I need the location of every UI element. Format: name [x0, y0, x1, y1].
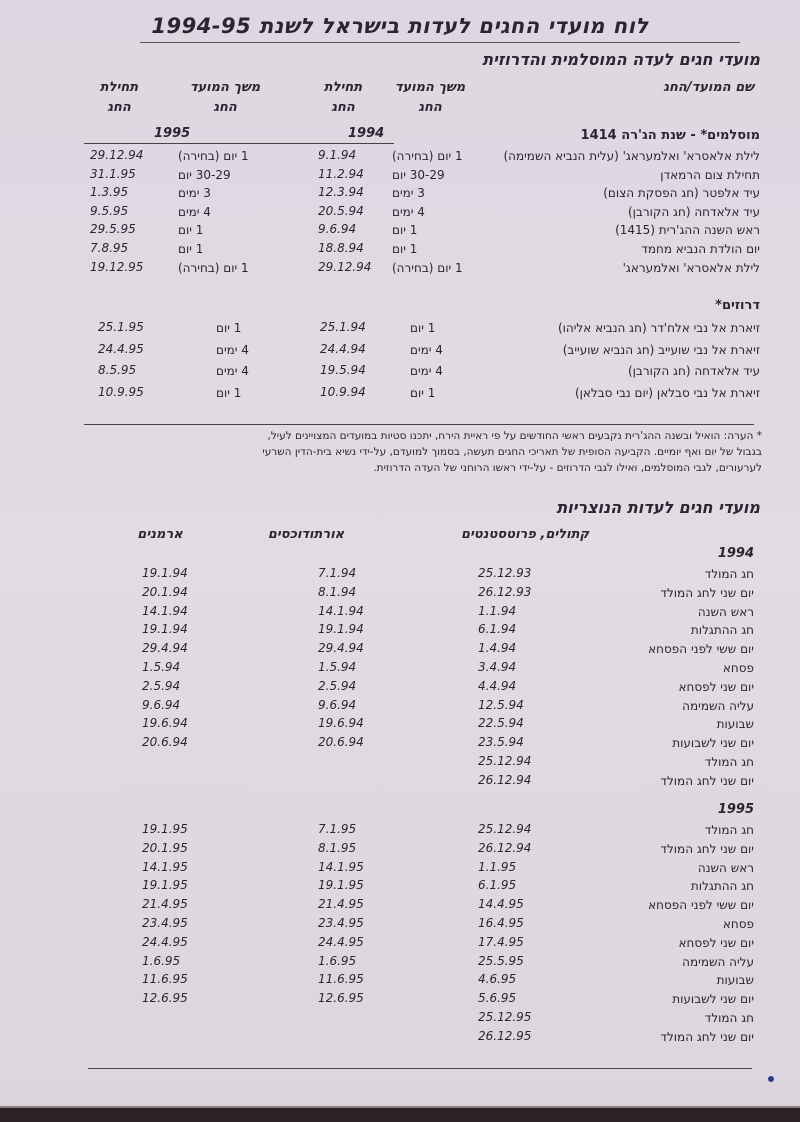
druze-holiday-name: זיארת אל נבי סבלאן (יום נבי סבלאן)	[574, 386, 760, 400]
armenian-date: 11.6.95	[142, 972, 188, 986]
muslim-duration-1994: 30-29 יום	[392, 168, 445, 182]
muslim-start-1994: 9.6.94	[318, 222, 357, 236]
orthodox-date: 1.5.94	[318, 660, 357, 674]
christian-holiday-name: יום שני לפסחא	[678, 936, 754, 950]
armenian-date: 14.1.94	[142, 604, 188, 618]
orthodox-date: 20.6.94	[318, 735, 364, 749]
orthodox-date: 8.1.95	[318, 841, 357, 855]
orthodox-date: 7.1.94	[318, 566, 357, 580]
druze-duration-1995: 1 יום	[216, 321, 242, 335]
armenian-date: 29.4.94	[142, 641, 188, 655]
col-header-start-1994-l2: החג	[331, 100, 355, 115]
muslim-holiday-name: לילת אלאסרא' ואלמעראג'	[622, 261, 760, 275]
muslim-start-1995: 29.5.95	[90, 222, 136, 236]
christian-holiday-name: יום שני לחג המולד	[660, 1030, 754, 1044]
muslim-duration-1994: 1 יום	[392, 242, 418, 256]
druze-duration-1995: 1 יום	[216, 386, 242, 400]
catholic-date: 1.1.95	[478, 860, 517, 874]
druze-holiday-name: זיארת אל נבי אלח'דר (חג הנביא אליהו)	[557, 321, 760, 335]
footnote-line: * הערה: הואיל ובשנה ההג'רית נקבעים ראשי החודשים על פי ראיית הירח, יתכנו סטיות במועדים המצויינים לעיל,	[267, 430, 762, 442]
orthodox-date: 1.6.95	[318, 954, 357, 968]
armenian-date: 20.1.94	[142, 585, 188, 599]
ink-dot	[768, 1076, 774, 1082]
muslim-duration-1994: 1 יום	[392, 223, 418, 237]
muslim-duration-1994: 1 יום (בחירה)	[392, 149, 463, 163]
muslim-duration-1994: 1 יום (בחירה)	[392, 261, 463, 275]
druze-start-1994: 10.9.94	[320, 385, 366, 399]
druze-duration-1995: 4 ימים	[216, 364, 249, 378]
muslim-duration-1995: 1 יום (בחירה)	[178, 149, 249, 163]
armenian-date: 19.6.94	[142, 716, 188, 730]
orthodox-date: 11.6.95	[318, 972, 364, 986]
col-header-armenian: ארמנים	[137, 527, 183, 542]
druze-duration-1994: 4 ימים	[410, 343, 443, 357]
armenian-date: 1.6.95	[142, 954, 181, 968]
catholic-date: 25.12.93	[478, 566, 532, 580]
christian-holiday-name: יום שני לחג המולד	[660, 586, 754, 600]
col-header-duration-1995	[180, 78, 270, 118]
catholic-date: 4.6.95	[478, 972, 517, 986]
orthodox-date: 14.1.95	[318, 860, 364, 874]
orthodox-date: 12.6.95	[318, 991, 364, 1005]
muslim-start-1995: 7.8.95	[90, 241, 129, 255]
orthodox-date: 21.4.95	[318, 897, 364, 911]
col-header-duration-1994-l1: משך המועד	[394, 80, 466, 95]
druze-duration-1994: 1 יום	[410, 321, 436, 335]
muslim-holiday-name: ראש השנה ההג'רית (1415)	[615, 223, 760, 237]
christian-holiday-name: חג המולד	[704, 823, 754, 837]
page-title: לוח מועדי החגים לעדות בישראל לשנת 1994-95	[151, 14, 649, 38]
christian-year-label: 1995	[717, 802, 754, 817]
armenian-date: 19.1.95	[142, 878, 188, 892]
armenian-date: 2.5.94	[142, 679, 181, 693]
christian-holiday-name: חג המולד	[704, 755, 754, 769]
armenian-date: 1.5.94	[142, 660, 181, 674]
orthodox-date: 19.6.94	[318, 716, 364, 730]
muslim-holiday-name: לילת אלאסרא' ואלמעראג' (עלית הנביא השמימה)	[503, 149, 760, 163]
catholic-date: 14.4.95	[478, 897, 524, 911]
catholic-date: 5.6.95	[478, 991, 517, 1005]
muslim-duration-1995: 1 יום	[178, 223, 204, 237]
orthodox-date: 19.1.95	[318, 878, 364, 892]
druze-start-1994: 25.1.94	[320, 320, 366, 334]
catholic-date: 23.5.94	[478, 735, 524, 749]
orthodox-date: 19.1.94	[318, 622, 364, 636]
orthodox-date: 9.6.94	[318, 698, 357, 712]
christian-holiday-name: חג ההתגלות	[690, 879, 754, 893]
col-header-start-1995	[84, 78, 154, 118]
druze-start-1995: 10.9.95	[98, 385, 144, 399]
year-label-1994: 1994	[348, 126, 385, 141]
catholic-date: 26.12.94	[478, 841, 532, 855]
note-divider	[84, 424, 754, 425]
muslim-start-1995: 19.12.95	[90, 260, 144, 274]
col-header-start-1995-l1: תחילת	[99, 80, 139, 95]
armenian-date: 12.6.95	[142, 991, 188, 1005]
col-header-start-1994-l1: תחילת	[323, 80, 363, 95]
catholic-date: 1.4.94	[478, 641, 517, 655]
christian-holiday-name: יום שני לשבועות	[672, 992, 754, 1006]
christian-holiday-name: ראש השנה	[697, 605, 754, 619]
col-header-duration-1994-l2: החג	[418, 100, 442, 115]
col-header-duration-1995-l1: משך המועד	[189, 80, 261, 95]
armenian-date: 20.6.94	[142, 735, 188, 749]
muslim-duration-1995: 4 ימים	[178, 205, 211, 219]
christian-year-label: 1994	[717, 546, 754, 561]
muslim-holiday-name: עיד אלפטר (חג הפסקת הצום)	[603, 186, 760, 200]
catholic-date: 22.5.94	[478, 716, 524, 730]
catholic-date: 25.5.95	[478, 954, 524, 968]
year-rule	[84, 143, 394, 144]
druze-holiday-name: זיארת אל נבי שועייב (חג הנביא שועייב)	[562, 343, 760, 357]
orthodox-date: 7.1.95	[318, 822, 357, 836]
armenian-date: 9.6.94	[142, 698, 181, 712]
armenian-date: 19.1.94	[142, 622, 188, 636]
muslim-start-1994: 11.2.94	[318, 167, 364, 181]
col-header-duration-1994	[390, 78, 470, 118]
druze-holiday-name: עיד אלאדחה (חג הקורבן)	[627, 364, 760, 378]
christian-holiday-name: ראש השנה	[697, 861, 754, 875]
muslim-duration-1994: 4 ימים	[392, 205, 425, 219]
armenian-date: 19.1.94	[142, 566, 188, 580]
druze-start-1995: 8.5.95	[98, 363, 137, 377]
binder-edge	[0, 1108, 800, 1122]
christian-holiday-name: חג המולד	[704, 567, 754, 581]
muslim-start-1995: 9.5.95	[90, 204, 129, 218]
muslim-duration-1994: 3 ימים	[392, 186, 425, 200]
muslim-duration-1995: 1 יום (בחירה)	[178, 261, 249, 275]
christian-holiday-name: יום ששי לפני הפסחא	[648, 898, 754, 912]
christian-holiday-name: יום שני לשבועות	[672, 736, 754, 750]
orthodox-date: 2.5.94	[318, 679, 357, 693]
col-header-duration-1995-l2: החג	[213, 100, 237, 115]
year-label-1995: 1995	[154, 126, 191, 141]
druze-duration-1994: 1 יום	[410, 386, 436, 400]
muslim-start-1994: 18.8.94	[318, 241, 364, 255]
footnote-line: לערעורים, לגבי המוסלמים, ואילו לגבי הדרוזים - על-ידי ראשו הרוחני של העדה הדרוזית.	[373, 462, 762, 474]
christian-holiday-name: שבועות	[716, 717, 754, 731]
muslim-start-1994: 29.12.94	[318, 260, 372, 274]
muslim-duration-1995: 30-29 יום	[178, 168, 231, 182]
druze-group-header: דרוזים*	[715, 298, 760, 313]
christian-holiday-name: יום ששי לפני הפסחא	[648, 642, 754, 656]
catholic-date: 26.12.93	[478, 585, 532, 599]
muslim-start-1994: 20.5.94	[318, 204, 364, 218]
catholic-date: 25.12.95	[478, 1010, 532, 1024]
muslim-start-1995: 31.1.95	[90, 167, 136, 181]
christian-holiday-name: פסחא	[722, 917, 754, 931]
col-header-start-1994	[308, 78, 378, 118]
col-header-catholic: קתולים, פרוטסטנטים	[460, 527, 590, 542]
muslim-start-1995: 29.12.94	[90, 148, 144, 162]
footnote-line: בגבול של יום ואף יומיים. הקביעה הסופית של תאריכי החגים תעשה, בסמוך למועדם, על-ידי נשיא בית-הדין השרעי	[262, 446, 762, 458]
orthodox-date: 23.4.95	[318, 916, 364, 930]
muslim-start-1995: 1.3.95	[90, 185, 129, 199]
christian-holiday-name: עליה השמימה	[682, 955, 754, 969]
druze-duration-1994: 4 ימים	[410, 364, 443, 378]
armenian-date: 20.1.95	[142, 841, 188, 855]
christian-holiday-name: פסחא	[722, 661, 754, 675]
christian-holiday-name: יום שני לפסחא	[678, 680, 754, 694]
muslim-holiday-name: יום הולדת הנביא מחמד	[641, 242, 760, 256]
catholic-date: 6.1.94	[478, 622, 517, 636]
druze-start-1995: 24.4.95	[98, 342, 144, 356]
christian-holiday-name: יום שני לחג המולד	[660, 774, 754, 788]
armenian-date: 23.4.95	[142, 916, 188, 930]
orthodox-date: 24.4.95	[318, 935, 364, 949]
catholic-date: 25.12.94	[478, 822, 532, 836]
druze-start-1994: 19.5.94	[320, 363, 366, 377]
muslim-start-1994: 12.3.94	[318, 185, 364, 199]
title-divider	[140, 42, 740, 43]
catholic-date: 16.4.95	[478, 916, 524, 930]
orthodox-date: 14.1.94	[318, 604, 364, 618]
christian-holiday-name: חג ההתגלות	[690, 623, 754, 637]
catholic-date: 12.5.94	[478, 698, 524, 712]
bottom-rule	[88, 1068, 752, 1069]
catholic-date: 26.12.95	[478, 1029, 532, 1043]
christian-holiday-name: שבועות	[716, 973, 754, 987]
armenian-date: 21.4.95	[142, 897, 188, 911]
col-header-name: שם המועד/החג	[663, 80, 754, 95]
orthodox-date: 8.1.94	[318, 585, 357, 599]
druze-duration-1995: 4 ימים	[216, 343, 249, 357]
armenian-date: 19.1.95	[142, 822, 188, 836]
muslim-holiday-name: תחילת צום הרמאדן	[660, 168, 760, 182]
armenian-date: 14.1.95	[142, 860, 188, 874]
muslim-start-1994: 9.1.94	[318, 148, 357, 162]
muslim-duration-1995: 3 ימים	[178, 186, 211, 200]
catholic-date: 6.1.95	[478, 878, 517, 892]
col-header-orthodox: אורתודוכסים	[267, 527, 345, 542]
druze-start-1994: 24.4.94	[320, 342, 366, 356]
muslim-group-header: מוסלמים* - שנת הג'רה 1414	[580, 128, 760, 143]
christian-holiday-name: יום שני לחג המולד	[660, 842, 754, 856]
catholic-date: 4.4.94	[478, 679, 517, 693]
catholic-date: 25.12.94	[478, 754, 532, 768]
christian-holiday-name: חג המולד	[704, 1011, 754, 1025]
druze-start-1995: 25.1.95	[98, 320, 144, 334]
col-header-start-1995-l2: החג	[107, 100, 131, 115]
christian-holiday-name: עליה השמימה	[682, 699, 754, 713]
armenian-date: 24.4.95	[142, 935, 188, 949]
catholic-date: 1.1.94	[478, 604, 517, 618]
catholic-date: 3.4.94	[478, 660, 517, 674]
christian-heading: מועדי חגים לעדות הנוצריות	[556, 498, 760, 517]
catholic-date: 26.12.94	[478, 773, 532, 787]
orthodox-date: 29.4.94	[318, 641, 364, 655]
footnote	[262, 428, 762, 476]
muslim-holiday-name: עיד אלאדחה (חג הקורבן)	[627, 205, 760, 219]
catholic-date: 17.4.95	[478, 935, 524, 949]
muslim-druze-heading: מועדי חגים לעדה המוסלמית והדרוזית	[482, 50, 760, 69]
muslim-duration-1995: 1 יום	[178, 242, 204, 256]
